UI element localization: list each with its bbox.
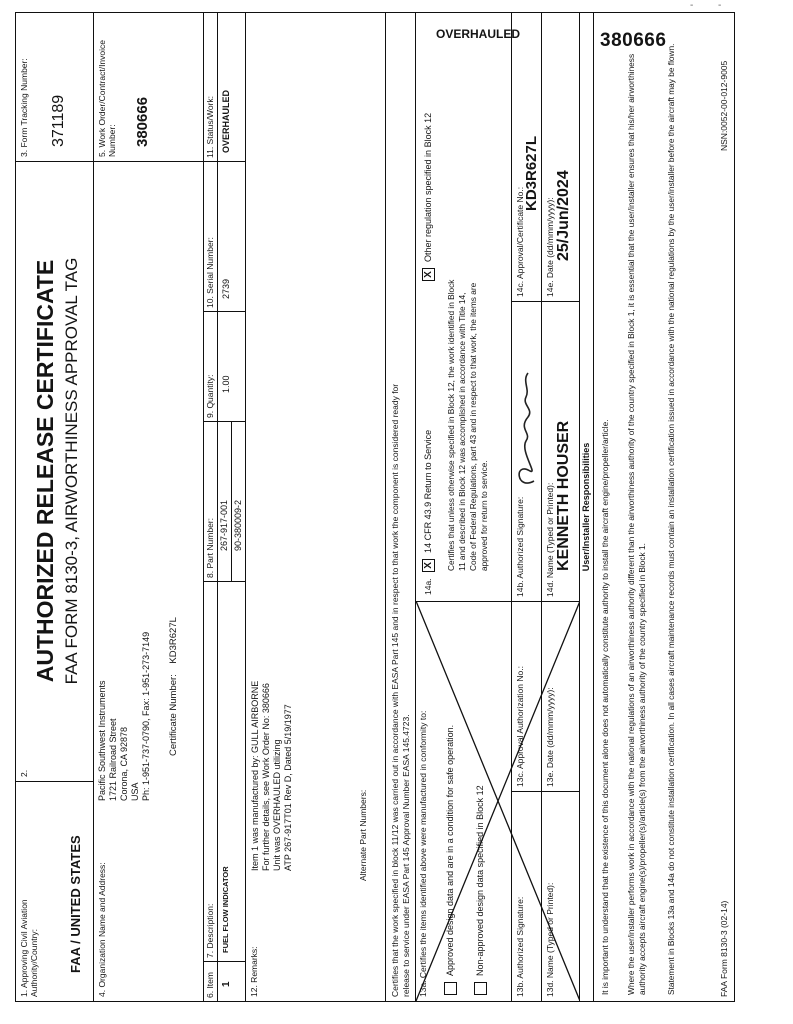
col-status-work: 11. Status/Work: [204,13,218,161]
work-order-number: 380666 [134,96,151,147]
option-approved-design: Approved design data and are in a condition for safe operation. [444,725,457,995]
responsibilities-p3: Statement in Blocks 13a and 14a do not constitute installation certification. In all cases aircraft maintenance records must contain an installation certification issued in accordance with the national regulations by the user/installer before the aircraft may be flown. [666,43,676,995]
table-row-status: OVERHAULED [218,13,246,161]
block-13a-label: 13a. Certifies the items identified above were manufactured in conformity to: [418,710,428,997]
option-non-approved-design: Non-approved design data specified in Block 12 [474,785,487,995]
remarks-text: Item 1 was manufactured by: GULL AIRBORNE For further details, see Work Order No: 380666 Unit was OVERHAULED utilizing ATP 267-917T01 Rev D, Dated 5/19/1977 [250,680,293,871]
block-13-cross-out [16,601,580,1001]
form-title: AUTHORIZED RELEASE CERTIFICATE [32,259,58,683]
responsibilities-header: User/Installer Responsibilities [580,13,594,1001]
option-14cfr-43-9: 14a. X14 CFR 43.9 Return to Service [422,429,434,595]
tracking-number: 371189 [50,94,67,147]
certifying-statement: Certifies that the work specified in block 11/12 was carried out in accordance with EASA Part 145 and in respect to that work the component is considered ready for release to service under EASA Part 145 Approval Number EASA 145.4723. [386,13,416,1001]
block-2-label: 2. [19,769,29,777]
table-row-quantity: 1.00 [218,311,246,421]
block-13c: 13c. Approval Authorization No.: [512,601,542,791]
responsibilities-p1: It is important to understand that the existence of this document alone does not automatically constitute authority to install the aircraft engine/propeller/article. [600,419,610,995]
col-quantity: 9. Quantity: [204,311,218,421]
block-1-value: FAA / UNITED STATES [68,835,83,973]
org-name: Pacific Southwest Instruments [97,680,107,801]
form-subtitle: FAA FORM 8130-3, AIRWORTHINESS APPROVAL TAG [62,257,81,685]
col-part-number: 8. Part Number: [204,421,218,581]
responsibilities-p2: Where the user/installer performs work in accordance with the national regulations of an airworthiness authority different than the airworthiness authority of the country specified in Block 1, it is essential that the user/installer ensures that his/her airworthiness authority accepts aircraft engine(s)/propeller(s)/article(s) from the airworthiness authority of the country specified in Block 1. [626,53,647,995]
option-other-regulation: XOther regulation specified in Block 12 [422,113,435,281]
org-phone: Ph: 1-951-737-0790, Fax: 1-951-273-7149 [141,631,151,801]
certificate-number-label: Certificate Number: [168,674,179,756]
col-serial-number: 10. Serial Number: [204,161,218,311]
org-country: USA [130,782,140,801]
release-date: 25/Jun/2024 [555,170,572,261]
remarks-label: 12. Remarks: [249,946,259,997]
authorized-release-certificate [15,12,735,1002]
block-5 [94,13,204,161]
org-street: 1721 Railroad Street [108,718,118,801]
table-row-serial: 2739 [218,161,246,311]
block-14b: 14b. Authorized Signature: [512,301,542,601]
block-13d: 13d. Name (Typed or Printed): [542,791,580,1001]
approval-certificate-number: KD3R627L [523,135,540,211]
col-description: 7. Description: [204,581,218,961]
inspector-name: KENNETH HOUSER [555,420,572,571]
block-3 [16,13,94,161]
overhauled-stamp: OVERHAULED [436,27,521,41]
block-1-label: 1. Approving Civil Aviation Authority/Country: [19,899,39,997]
block-5-label: 5. Work Order/Contract/Invoice Number: [97,40,117,157]
responsibilities-body [594,13,734,1001]
scan-mark: - [718,0,722,11]
signature [512,301,542,601]
table-row-part-number: 267-917-001 [218,421,232,581]
form-footer-nsn: NSN:0052-00-012-9005 [719,60,729,151]
scan-mark: - [690,0,694,11]
table-row-part-number-alt: 90-380009-2 [232,421,246,581]
checkbox-other-regulation[interactable]: X [422,268,435,281]
alternate-part-numbers: Alternate Part Numbers: [358,789,368,881]
checkbox-14cfr-43-9[interactable]: X [422,559,435,572]
col-item: 6. Item [204,961,218,1001]
certificate-number-value: KD3R627L [168,617,179,664]
block-4-label: 4. Organization Name and Address: [97,862,107,997]
table-row-description: FUEL FLOW INDICATOR [218,581,246,961]
signature-stroke [519,373,534,483]
block-14d: 14d. Name (Typed or Printed): KENNETH HOUSER [542,301,580,601]
form-footer-id: FAA Form 8130-3 (02-14) [719,900,729,997]
table-row-item: 1 [218,961,246,1001]
work-order-stamp: 380666 [600,30,667,51]
block-3-label: 3. Form Tracking Number: [19,58,29,157]
block-14e: 14e. Date (dd/mmm/yyyy): 25/Jun/2024 [542,13,580,301]
block-14a [416,13,512,601]
block-14a-statement: Certifies that unless otherwise specified in Block 12, the work identified in Block 11 and described in Block 12 was accomplished in accordance with Title 14, Code of Federal Regulations, part 43 and in respect to that work, the items are approved for return to service. [446,279,489,571]
block-13e: 13e. Date (dd/mmm/yyyy): [542,601,580,791]
org-city: Corona, CA 92878 [119,726,129,801]
block-13b: 13b. Authorized Signature: [512,791,542,1001]
block-14c: 14c. Approval/Certificate No.: KD3R627L [512,13,542,301]
